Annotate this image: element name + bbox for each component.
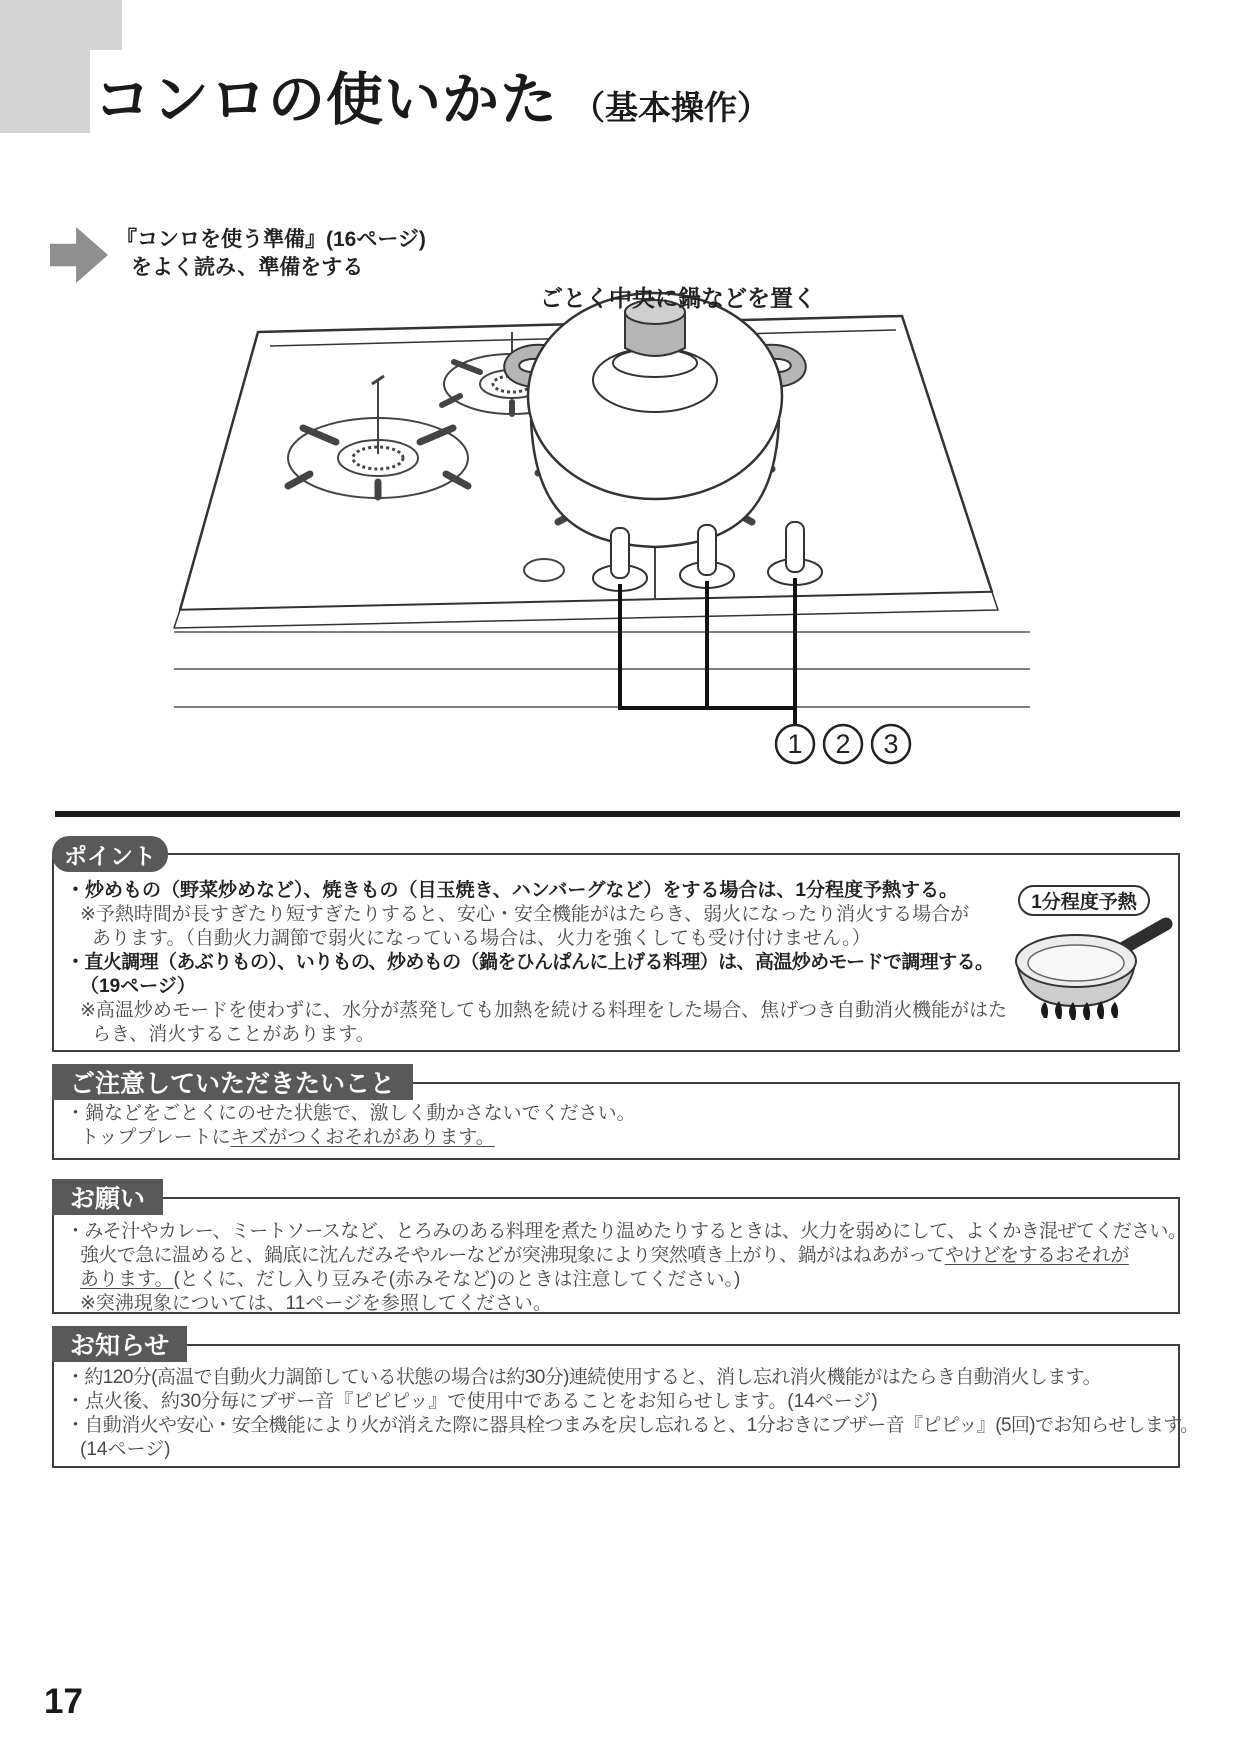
knob-number-1 [776,725,814,763]
pot-placement-caption: ごとく中央に鍋などを置く [540,285,816,311]
caution-header: ご注意していただきたいこと [52,1064,413,1100]
request-line-2-text: 強火で急に温めると、鍋底に沈んだみそやルーなどが突沸現象により突然噴き上がり、鍋がはねあがって [80,1245,945,1266]
point-line-1: ・炒めもの（野菜炒めなど）、焼きもの（目玉焼き、ハンバーグなど）をする場合は、1分程度予熱する。 [66,880,958,901]
point-line-5: （19ページ） [80,976,196,997]
caution-line-2-underlined: キズがつくおそれがあります。 [230,1127,495,1148]
notice-header: お知らせ [52,1326,187,1362]
prep-instruction-text: をよく読み、準備をする [131,256,364,279]
knob-number-2 [824,725,862,763]
caution-line-2 [66,1126,1178,1150]
ignition-mark [524,559,564,581]
section-divider [55,811,1180,817]
request-section [52,1185,1187,1314]
request-line-3-underlined: あります。 [80,1269,174,1290]
notice-line-1: ・約120分(高温で自動火力調節している状態の場合は約30分)連続使用すると、消し忘れ消火機能がはたらき自動消火します。 [66,1367,1101,1388]
request-line-4: ※突沸現象については、11ページを参照してください。 [80,1293,552,1314]
caution-line-1: ・鍋などをごとくにのせた状態で、激しく動かさないでください。 [66,1103,636,1124]
svg-text:2: 2 [835,729,851,759]
point-section [52,842,1180,1052]
request-line-2 [66,1244,1178,1268]
prep-reference-text: 『コンロを使う準備』(16ページ) [116,228,426,251]
point-line-2: ※予熱時間が長すぎたり短すぎたりすると、安心・安全機能がはたらき、弱火になったり消火する場合が [80,904,970,925]
point-badge: ポイント [52,836,168,872]
point-line-7: らき、消火することがあります。 [92,1024,375,1045]
notice-section [52,1332,1199,1468]
page-title: コンロの使いかた [94,68,558,132]
frying-pan-icon [1014,911,1182,1021]
point-line-6: ※高温炒めモードを使わずに、水分が蒸発しても加熱を続ける料理をした場合、焦げつき自動消火機能がはた [80,1000,1008,1021]
counter-edge-lines [174,632,1030,707]
caution-section [52,1070,1180,1160]
notice-line-2: ・点火後、約30分毎にブザー音『ピピピッ』で使用中であることをお知らせします。(14ページ) [66,1391,878,1412]
request-header: お願い [52,1179,163,1215]
svg-text:3: 3 [883,729,899,759]
page-header [90,50,778,140]
request-line-3-text: (とくに、だし入り豆みそ(赤みそなど)のときは注意してください。) [173,1269,741,1290]
notice-line-3: ・自動消火や安心・安全機能により火が消えた際に器具栓つまみを戻し忘れると、1分おきにブザー音『ピピッ』(5回)でお知らせします。 [66,1415,1199,1436]
request-line-1: ・みそ汁やカレー、ミートソースなど、とろみのある料理を煮たり温めたりするときは、火力を弱めにして、よくかき混ぜてください。 [66,1221,1187,1242]
cooktop-illustration [150,270,1030,770]
knob-number-3 [872,725,910,763]
point-line-4: ・直火調理（あぶりもの）、いりもの、炒めもの（鍋をひんぱんに上げる料理）は、高温炒めモードで調理する。 [66,952,994,973]
request-line-3 [66,1268,1178,1292]
page-title-suffix: （基本操作） [572,89,770,126]
point-line-3: あります。（自動火力調節で弱火になっている場合は、火力を強くしても受け付けません。） [92,928,871,949]
request-line-2-underlined: やけどをするおそれが [944,1245,1129,1266]
svg-text:1: 1 [787,729,803,759]
page-number: 17 [44,1682,83,1721]
caution-line-2-text: トッププレートに [80,1127,231,1148]
preheat-badge: 1分程度予熱 [1018,885,1150,916]
arrow-right-icon [50,227,108,283]
notice-line-4: (14ページ) [80,1439,171,1460]
